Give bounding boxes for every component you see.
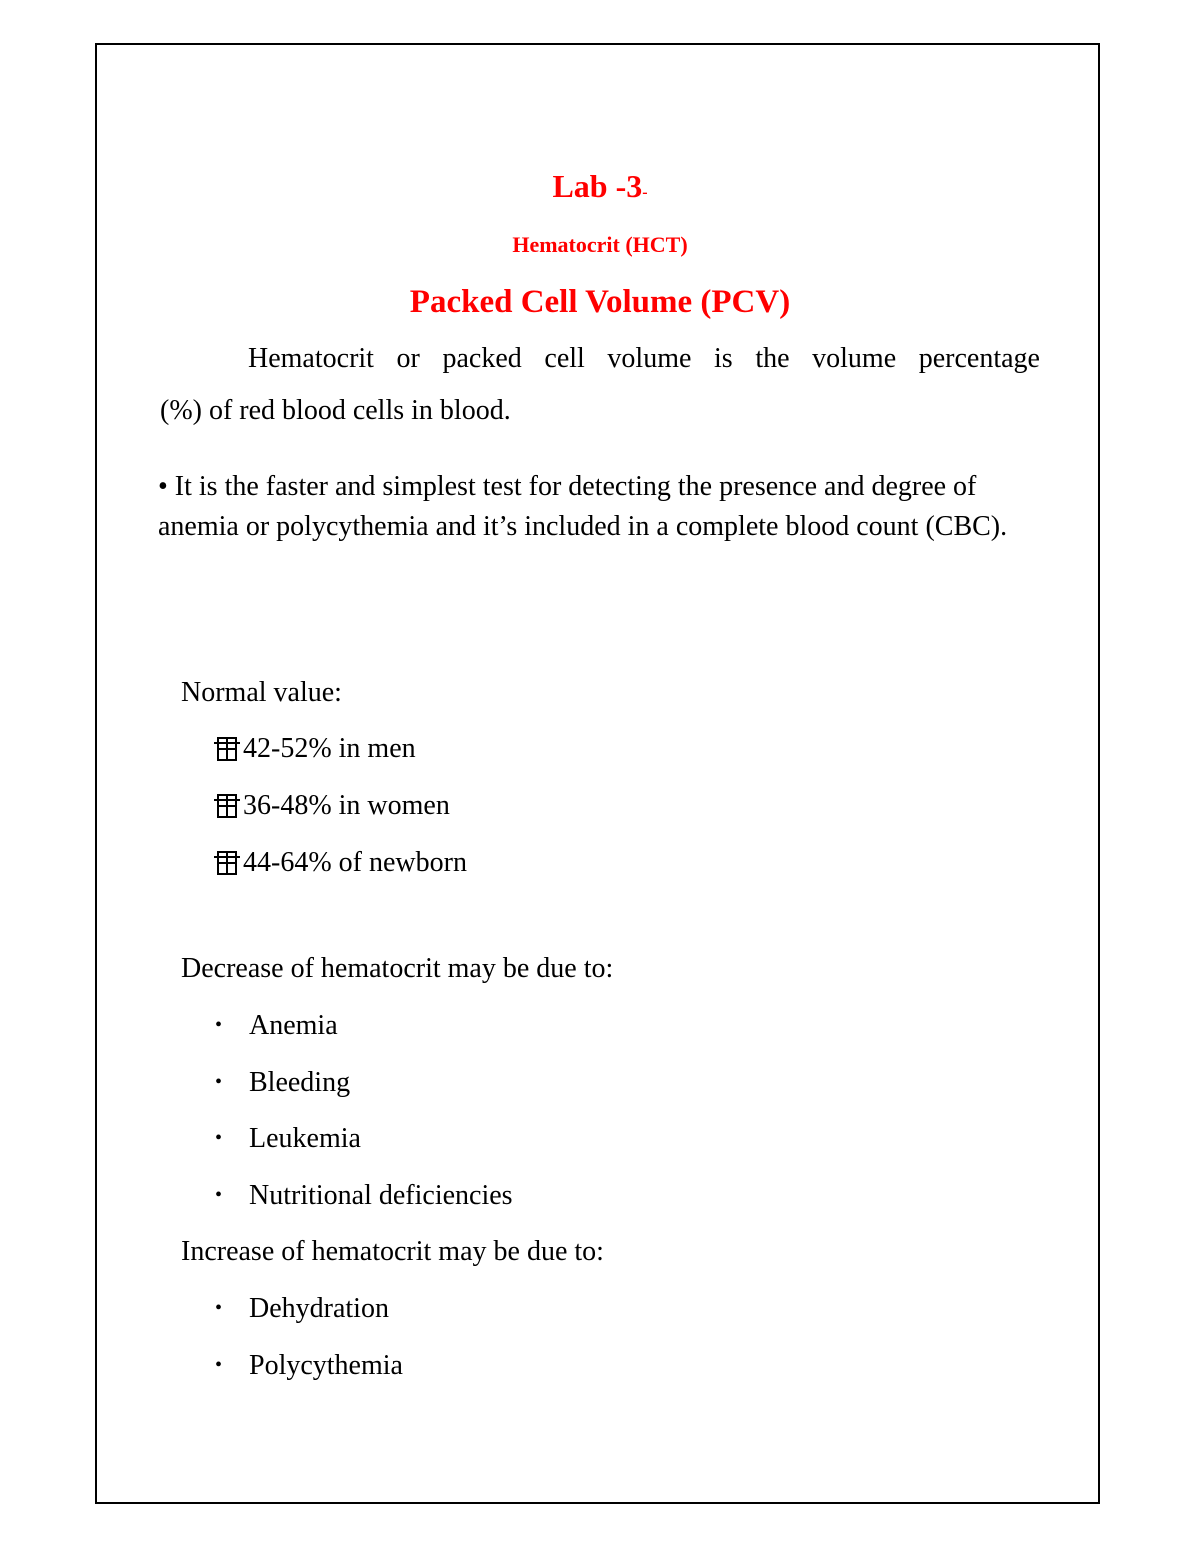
bullet-icon: • (215, 1354, 223, 1376)
normal-value-text: 36-48% in women (243, 790, 450, 821)
decrease-label: Decrease of hematocrit may be due to: (181, 953, 614, 984)
increase-label: Increase of hematocrit may be due to: (181, 1236, 604, 1267)
list-item (215, 1007, 338, 1044)
normal-value-text: 44-64% of newborn (243, 847, 467, 878)
lab-title-suffix: - (642, 184, 648, 201)
normal-value-label: Normal value: (181, 677, 342, 708)
normal-value-item (217, 788, 450, 824)
lab-title (0, 164, 1200, 215)
normal-value-text: 42-52% in men (243, 733, 416, 764)
list-item-text: Dehydration (249, 1293, 389, 1324)
definition-line-1: Hematocrit or packed cell volume is the volume percentage (248, 343, 1040, 374)
list-item-text: Polycythemia (249, 1350, 403, 1381)
list-item (215, 1347, 403, 1384)
grid-icon (217, 851, 237, 875)
bullet-icon: • (215, 1297, 223, 1319)
bullet-paragraph: • It is the faster and simplest test for detecting the presence and degree of anemia or polycythemia and it’s included in a complete blood count (CBC). (158, 471, 1008, 542)
list-item-text: Bleeding (249, 1067, 351, 1098)
bullet-icon: • (215, 1071, 223, 1093)
list-item (215, 1120, 361, 1157)
list-item-text: Nutritional deficiencies (249, 1180, 513, 1211)
subtitle: Hematocrit (HCT) (512, 232, 688, 257)
list-item (215, 1177, 513, 1214)
normal-value-item (217, 845, 467, 881)
list-item (215, 1064, 350, 1101)
list-item-text: Anemia (249, 1010, 338, 1041)
grid-icon (217, 794, 237, 818)
lab-title-text: Lab -3 (552, 168, 643, 204)
bullet-icon: • (215, 1014, 223, 1036)
list-item (215, 1290, 389, 1327)
page-border (95, 43, 1100, 1504)
page-title: Packed Cell Volume (PCV) (409, 284, 791, 320)
list-item-text: Leukemia (249, 1123, 361, 1154)
bullet-icon: • (215, 1184, 223, 1206)
definition-line-2: (%) of red blood cells in blood. (160, 395, 511, 426)
normal-value-item (217, 731, 416, 767)
bullet-icon: • (215, 1127, 223, 1149)
grid-icon (217, 737, 237, 761)
